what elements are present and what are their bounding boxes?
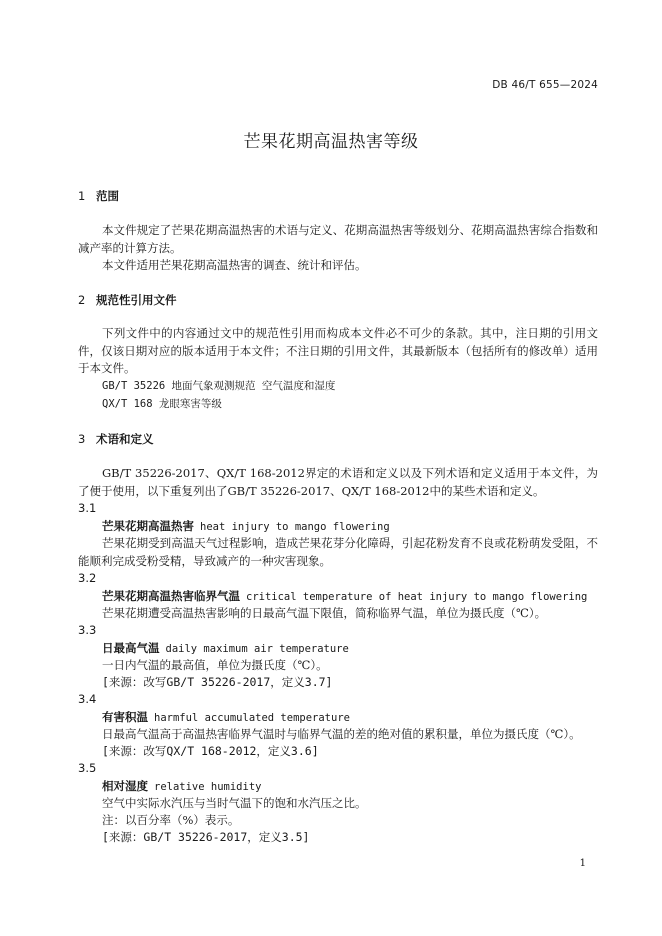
section-1-para-2: 本文件适用芒果花期高温热害的调查、统计和评估。	[102, 258, 367, 272]
term-heading	[102, 709, 350, 725]
normative-reference-1: GB/T 35226 地面气象观测规范 空气温度和湿度	[102, 380, 336, 392]
section-number: 3	[78, 432, 86, 446]
section-1-para-1: 本文件规定了芒果花期高温热害的术语与定义、花期高温热害等级划分、花期高温热害综合指数和减产率的计算方法。	[78, 223, 598, 255]
section-title: 范围	[96, 189, 119, 203]
standard-code: DB 46/T 655—2024	[492, 79, 598, 91]
page-number: 1	[579, 858, 586, 869]
section-2-para-1: 下列文件中的内容通过文中的规范性引用而构成本文件必不可少的条款。其中，注日期的引用文件，仅该日期对应的版本适用于本文件；不注日期的引用文件，其最新版本（包括所有的修改单）适用于本文件。	[78, 326, 598, 375]
section-3-para-1: GB/T 35226-2017、QX/T 168-2012界定的术语和定义以及下列术语和定义适用于本文件，为了便于使用，以下重复列出了GB/T 35226-2017、QX/T 168-2012中的某些术语和定义。	[78, 466, 598, 498]
term-number: 3.3	[78, 623, 97, 637]
term-english: relative humidity	[154, 781, 262, 793]
term-heading	[102, 518, 390, 534]
term-english: daily maximum air temperature	[165, 643, 349, 655]
term-number: 3.1	[78, 501, 97, 515]
term-definition: 芒果花期受到高温天气过程影响，造成芒果花芽分化障碍，引起花粉发育不良或花粉萌发受阻，不能顺利完成受粉受精，导致减产的一种灾害现象。	[78, 536, 598, 568]
section-title: 术语和定义	[96, 432, 154, 446]
term-chinese: 相对湿度	[102, 779, 148, 793]
term-definition: 空气中实际水汽压与当时气温下的饱和水汽压之比。	[102, 796, 367, 810]
document-title: 芒果花期高温热害等级	[243, 132, 419, 152]
term-heading	[102, 588, 587, 604]
term-number: 3.2	[78, 571, 97, 585]
term-definition: 日最高气温高于高温热害临界气温时与临界气温的差的绝对值的累积量，单位为摄氏度（℃）。	[102, 727, 581, 741]
term-number: 3.5	[78, 761, 97, 775]
term-heading	[102, 640, 349, 656]
section-2-heading	[78, 292, 177, 308]
term-definition: 芒果花期遭受高温热害影响的日最高气温下限值，简称临界气温，单位为摄氏度（℃）。	[102, 606, 547, 620]
section-number: 2	[78, 293, 86, 307]
term-english: critical temperature of heat injury to mango flowering	[246, 591, 588, 603]
section-1-heading	[78, 188, 119, 204]
section-number: 1	[78, 189, 86, 203]
term-chinese: 芒果花期高温热害临界气温	[102, 589, 240, 603]
term-english: harmful accumulated temperature	[154, 712, 350, 724]
term-source: [来源：改写GB/T 35226-2017，定义3.7]	[102, 675, 333, 689]
term-chinese: 芒果花期高温热害	[102, 519, 194, 533]
normative-reference-2: QX/T 168 龙眼寒害等级	[102, 398, 222, 410]
term-chinese: 有害积温	[102, 710, 148, 724]
term-source: [来源：GB/T 35226-2017，定义3.5]	[102, 830, 310, 844]
term-definition: 一日内气温的最高值，单位为摄氏度（℃）。	[102, 658, 328, 672]
term-chinese: 日最高气温	[102, 641, 160, 655]
term-heading	[102, 778, 261, 794]
section-3-heading	[78, 431, 154, 447]
term-note: 注：以百分率（%）表示。	[102, 813, 240, 827]
term-english: heat injury to mango flowering	[200, 521, 390, 533]
term-number: 3.4	[78, 692, 97, 706]
section-title: 规范性引用文件	[96, 293, 177, 307]
term-source: [来源：改写QX/T 168-2012，定义3.6]	[102, 744, 319, 758]
